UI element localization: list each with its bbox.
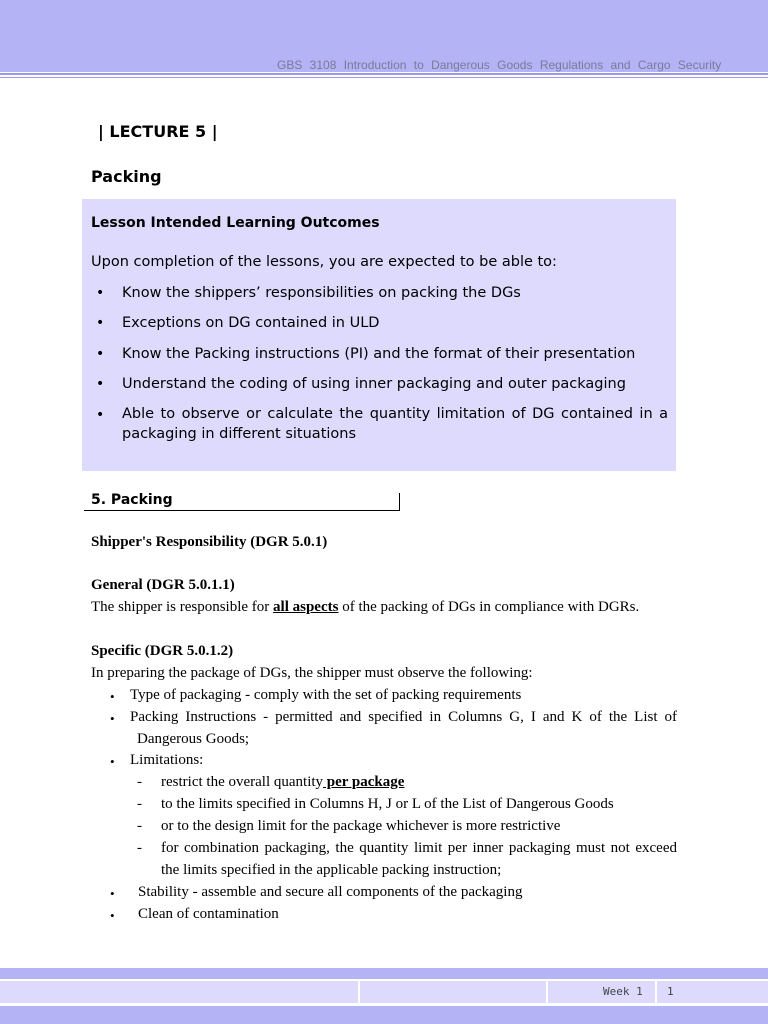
section-heading: 5. Packing: [91, 492, 173, 508]
specific-item-continued: Dangerous Goods;: [137, 731, 250, 747]
bullet: •: [110, 886, 115, 901]
bullet: •: [110, 689, 115, 704]
general-text-start: The shipper is responsible for: [91, 599, 274, 615]
bullet: •: [110, 754, 115, 769]
limitation-item-continued: the limits specified in the applicable packing instruction;: [161, 862, 502, 878]
footer-separator: [655, 981, 657, 1003]
dash: -: [137, 774, 142, 790]
bullet: •: [96, 285, 105, 301]
footer-band-bottom: [0, 1006, 768, 1024]
specific-item: Type of packaging - comply with the set of packing requirements: [130, 687, 522, 703]
limitation-item: [161, 774, 404, 791]
limitation-item: to the limits specified in Columns H, J or L of the List of Dangerous Goods: [161, 796, 614, 812]
section-divider-tick: [399, 493, 400, 511]
header-rule: [0, 73, 768, 75]
bullet: •: [96, 407, 105, 423]
limitation-item: or to the design limit for the package whichever is more restrictive: [161, 818, 561, 834]
section-underline: [84, 510, 400, 511]
general-title: General (DGR 5.0.1.1): [91, 577, 235, 593]
outcome-item: Know the Packing instructions (PI) and the format of their presentation: [122, 346, 636, 362]
learning-outcomes-intro: Upon completion of the lessons, you are expected to be able to:: [91, 254, 557, 270]
limitation-text: restrict the overall quantity: [161, 774, 324, 790]
bullet: •: [110, 908, 115, 923]
footer-week: Week 1: [603, 985, 643, 998]
outcome-item: Know the shippers’ responsibilities on packing the DGs: [122, 285, 521, 301]
bullet: •: [96, 315, 105, 331]
specific-title: Specific (DGR 5.0.1.2): [91, 643, 234, 659]
bullet: •: [110, 711, 115, 726]
general-emphasis: all aspects: [273, 599, 339, 615]
section-subheading: Shipper's Responsibility (DGR 5.0.1): [91, 534, 328, 550]
header-rule-thin: [0, 77, 768, 78]
outcome-item: Understand the coding of using inner packaging and outer packaging: [122, 376, 626, 392]
outcome-item: Exceptions on DG contained in ULD: [122, 315, 380, 331]
bullet: •: [96, 376, 105, 392]
footer-separator: [358, 981, 360, 1003]
general-text-end: of the packing of DGs in compliance with DGRs.: [338, 599, 640, 615]
page-number: 1: [667, 985, 674, 998]
specific-item: Stability - assemble and secure all components of the packaging: [138, 884, 523, 900]
footer-band-top: [0, 968, 768, 979]
specific-item: Packing Instructions - permitted and specified in Columns G, I and K of the List of: [130, 709, 677, 725]
lecture-label: | LECTURE 5 |: [98, 122, 218, 141]
dash: -: [137, 796, 142, 812]
specific-item: Clean of contamination: [138, 906, 279, 922]
general-text: [91, 599, 639, 616]
lecture-topic: Packing: [91, 167, 162, 186]
limitation-item: for combination packaging, the quantity limit per inner packaging must not exceed: [161, 840, 677, 856]
specific-intro: In preparing the package of DGs, the shipper must observe the following:: [91, 665, 533, 681]
course-title: GBS 3108 Introduction to Dangerous Goods Regulations and Cargo Security: [277, 58, 722, 72]
footer-separator: [546, 981, 548, 1003]
dash: -: [137, 840, 142, 856]
specific-item: Limitations:: [130, 752, 204, 768]
outcome-item: Able to observe or calculate the quantity limitation of DG contained in a packaging in different situations: [122, 406, 668, 442]
bullet: •: [96, 346, 105, 362]
dash: -: [137, 818, 142, 834]
footer-band: [0, 981, 768, 1003]
limitation-emphasis: per package: [323, 774, 405, 790]
learning-outcomes-title: Lesson Intended Learning Outcomes: [91, 215, 380, 231]
